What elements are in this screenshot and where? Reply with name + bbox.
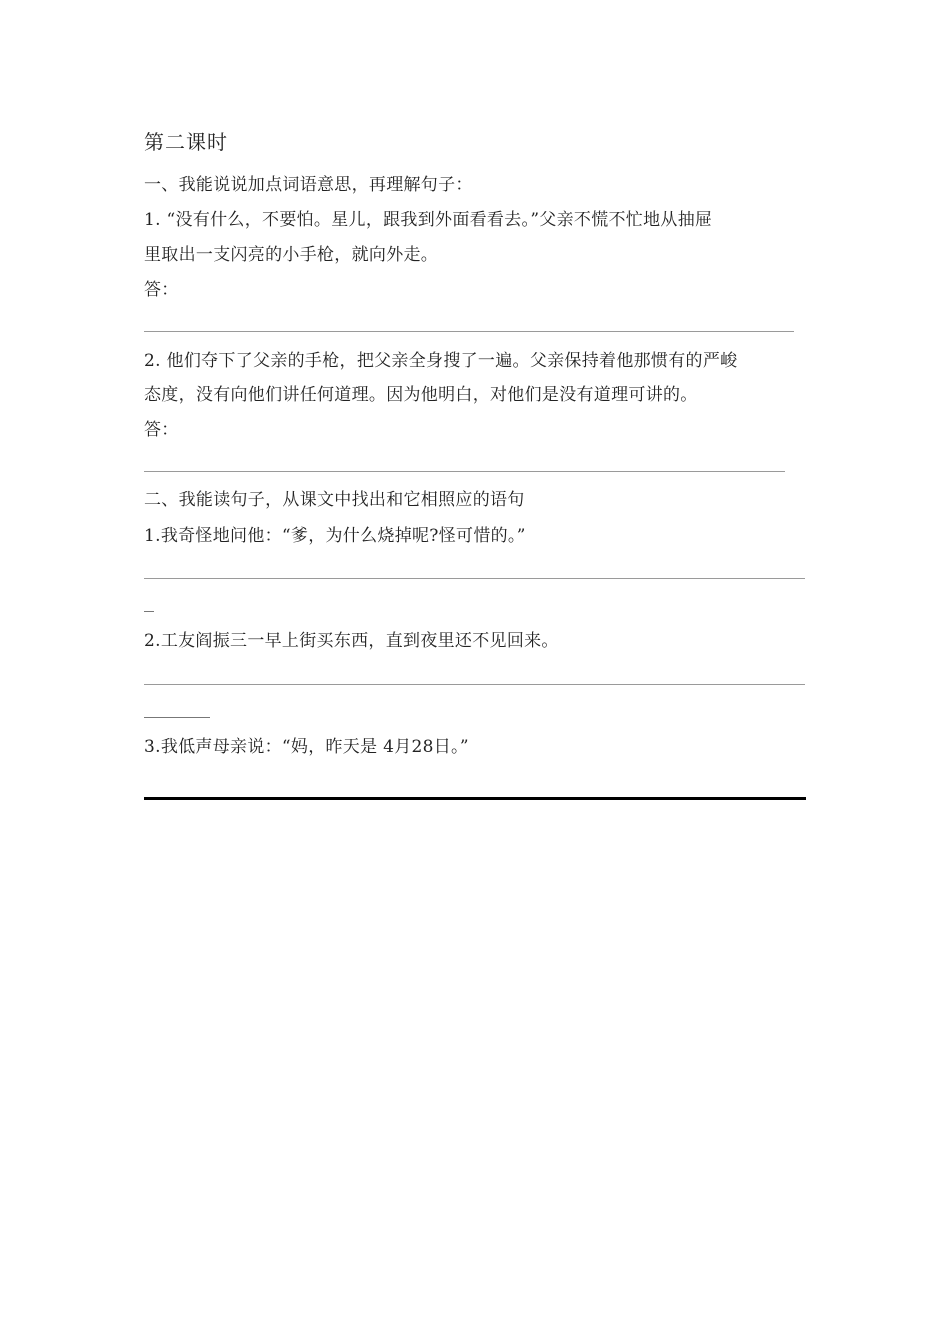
sentence2-answer-line-continued[interactable] bbox=[144, 717, 210, 718]
question1-line2: 里取出一支闪亮的小手枪，就向外走。 bbox=[144, 245, 439, 265]
question2-line2: 态度，没有向他们讲任何道理。因为他明白，对他们是没有道理可讲的。 bbox=[144, 385, 698, 405]
sentence1: 1.我奇怪地问他：“爹，为什么烧掉呢?怪可惜的。” bbox=[144, 526, 526, 546]
sentence1-answer-line-continued[interactable] bbox=[144, 611, 154, 612]
section1-heading: 一、我能说说加点词语意思，再理解句子： bbox=[144, 175, 473, 195]
sentence3: 3.我低声母亲说：“妈，昨天是 4月28日。” bbox=[144, 737, 469, 757]
question1-answer-line[interactable] bbox=[144, 331, 794, 332]
sentence1-answer-line[interactable] bbox=[144, 578, 805, 579]
section2-heading: 二、我能读句子，从课文中找出和它相照应的语句 bbox=[144, 490, 525, 510]
sentence2-answer-line[interactable] bbox=[144, 684, 805, 685]
bottom-rule bbox=[144, 797, 806, 800]
question2-answer-line[interactable] bbox=[144, 471, 785, 472]
question2-line1: 2. 他们夺下了父亲的手枪，把父亲全身搜了一遍。父亲保持着他那惯有的严峻 bbox=[144, 351, 738, 371]
sentence2: 2.工友阎振三一早上街买东西，直到夜里还不见回来。 bbox=[144, 631, 559, 651]
lesson-title: 第二课时 bbox=[144, 130, 228, 154]
question1-answer-label: 答： bbox=[144, 280, 179, 300]
question2-answer-label: 答： bbox=[144, 420, 179, 440]
question1-line1: 1. “没有什么，不要怕。星儿，跟我到外面看看去。”父亲不慌不忙地从抽屉 bbox=[144, 210, 713, 230]
